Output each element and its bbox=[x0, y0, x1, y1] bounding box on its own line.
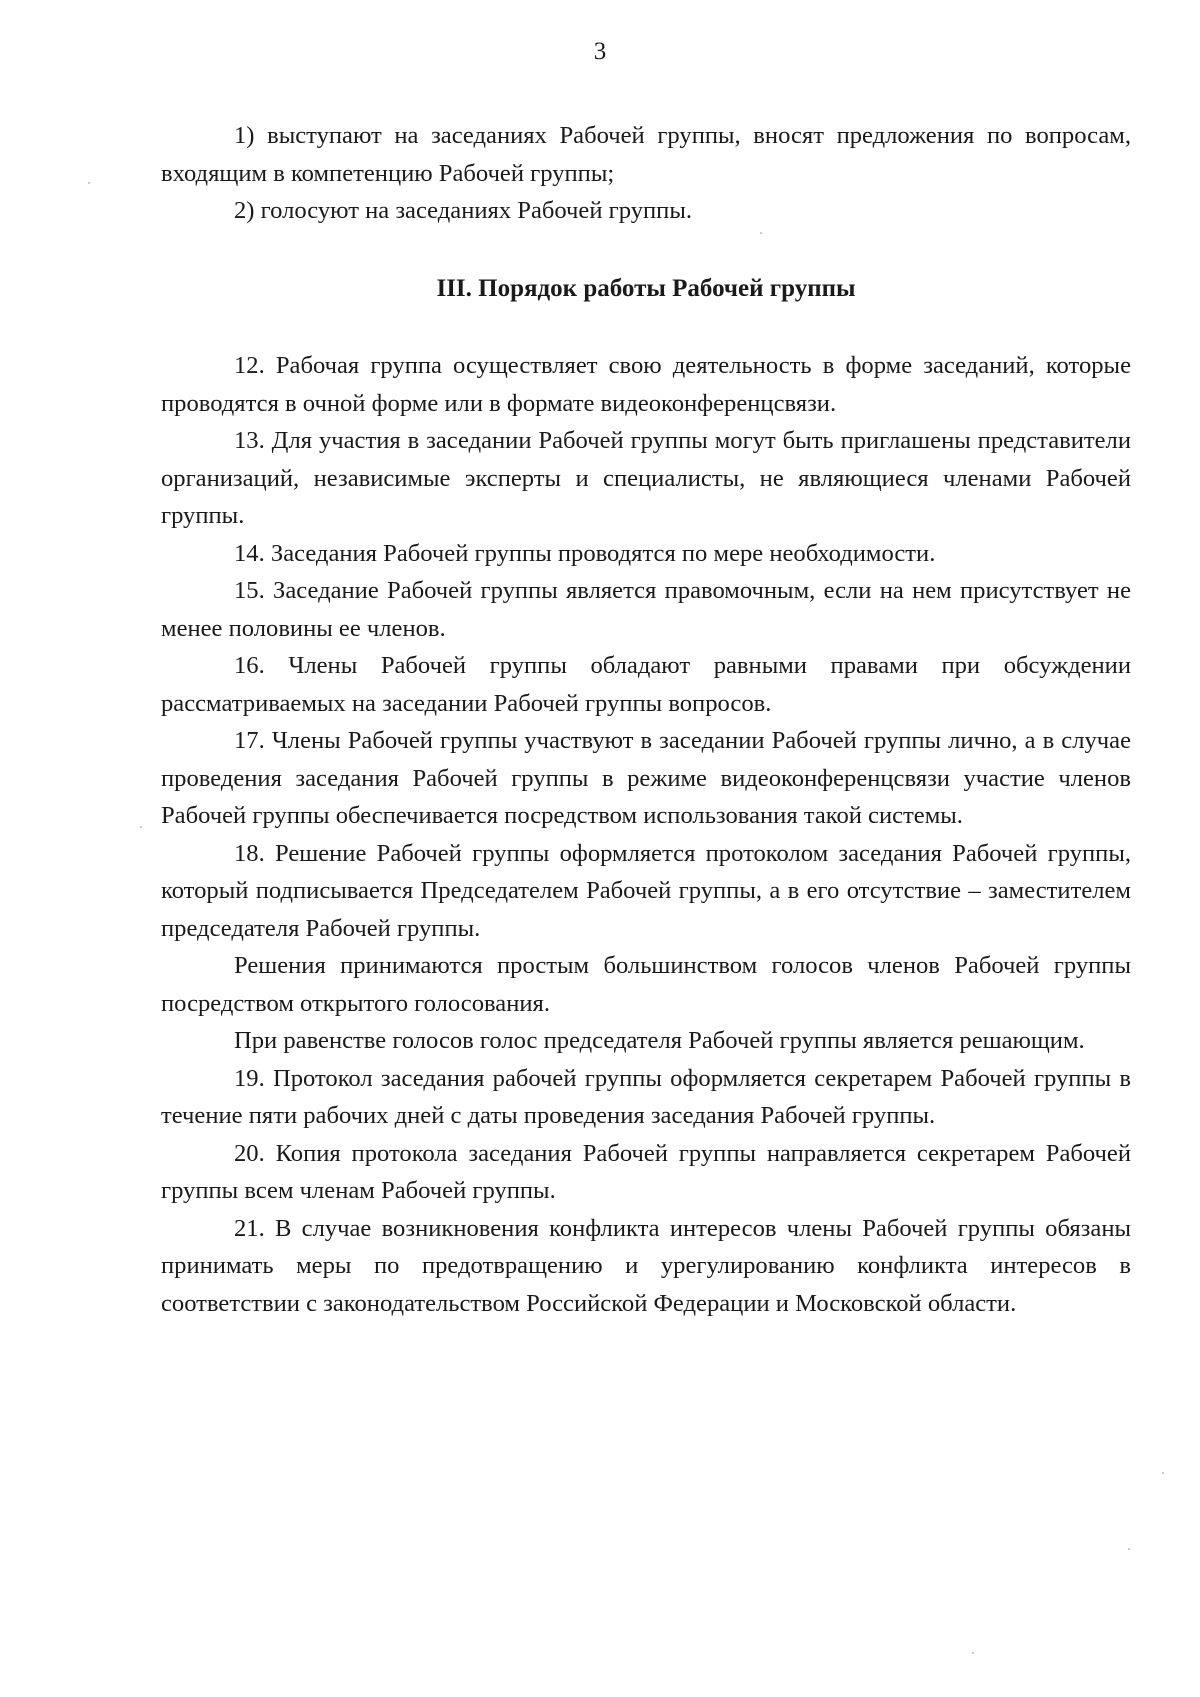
paragraph-18: 18. Решение Рабочей группы оформляется протоколом заседания Рабочей группы, который подписывается Председателем Рабочей группы, а в его отсутствие – заместителем председателя Рабочей группы. bbox=[161, 839, 1131, 942]
scan-speck bbox=[972, 1652, 974, 1654]
scan-speck bbox=[88, 182, 90, 184]
paragraph-14: 14. Заседания Рабочей группы проводятся по мере необходимости. bbox=[234, 539, 936, 567]
paragraph-21: 21. В случае возникновения конфликта интересов члены Рабочей группы обязаны принимать меры по предотвращению и урегулированию конфликта интересов в соответствии с законодательством Российской Федерации и Московской области. bbox=[161, 1214, 1131, 1317]
paragraph-15: 15. Заседание Рабочей группы является правомочным, если на нем присутствует не менее половины ее членов. bbox=[161, 577, 1131, 642]
scan-speck bbox=[1162, 1472, 1164, 1474]
scan-speck bbox=[1128, 1548, 1130, 1550]
paragraph-13: 13. Для участия в заседании Рабочей группы могут быть приглашены представители организаций, независимые эксперты и специалисты, не являющиеся членами Рабочей группы. bbox=[161, 427, 1131, 529]
section-heading: III. Порядок работы Рабочей группы bbox=[436, 274, 856, 302]
document-body bbox=[161, 117, 1131, 1322]
paragraph-20: 20. Копия протокола заседания Рабочей группы направляется секретарем Рабочей группы всем членам Рабочей группы. bbox=[161, 1139, 1131, 1204]
paragraph-rights-2: 2) голосуют на заседаниях Рабочей группы. bbox=[234, 197, 692, 224]
paragraph-17: 17. Члены Рабочей группы участвуют в заседании Рабочей группы лично, а в случае проведения заседания Рабочей группы в режиме видеоконференцсвязи участие членов Рабочей группы обеспечивается посредством использования такой системы. bbox=[161, 727, 1131, 829]
paragraph-16: 16. Члены Рабочей группы обладают равными правами при обсуждении рассматриваемых на заседании Рабочей группы вопросов. bbox=[161, 652, 1131, 717]
paragraph-18-decisions: Решения принимаются простым большинством голосов членов Рабочей группы посредством открытого голосования. bbox=[161, 952, 1131, 1017]
paragraph-18-tie: При равенстве голосов голос председателя Рабочей группы является решающим. bbox=[234, 1027, 1085, 1054]
scan-speck bbox=[760, 232, 762, 234]
paragraph-19: 19. Протокол заседания рабочей группы оформляется секретарем Рабочей группы в течение пяти рабочих дней с даты проведения заседания Рабочей группы. bbox=[161, 1064, 1131, 1129]
paragraph-rights-1: 1) выступают на заседаниях Рабочей группы, вносят предложения по вопросам, входящим в компетенцию Рабочей группы; bbox=[161, 122, 1131, 187]
page-number: 3 bbox=[593, 38, 607, 65]
paragraph-12: 12. Рабочая группа осуществляет свою деятельность в форме заседаний, которые проводятся в очной форме или в формате видеоконференцсвязи. bbox=[161, 352, 1131, 417]
scan-speck bbox=[140, 826, 142, 828]
